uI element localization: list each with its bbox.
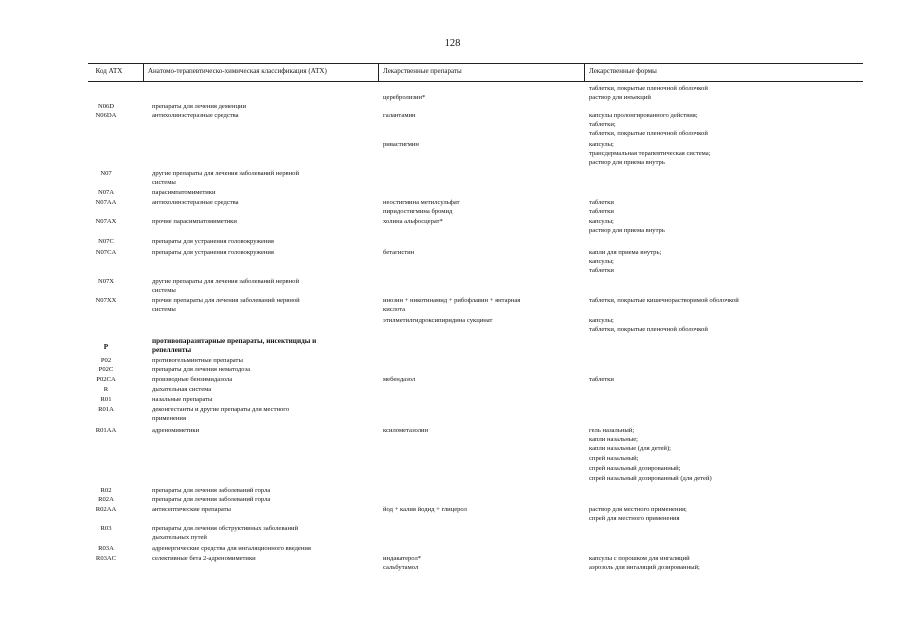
atc-class: селективные бета 2-адреномиметики — [152, 555, 256, 562]
atc-class: другие препараты для лечения заболеваний нервной — [152, 170, 299, 177]
atc-code: P02C — [98, 366, 114, 373]
atc-code: R03A — [98, 545, 114, 552]
drug-name: индакатерол* — [383, 555, 422, 562]
dosage-form: капсулы с порошком для ингаляций — [589, 555, 690, 562]
atc-code: P02CA — [96, 376, 116, 383]
atc-code: P — [103, 343, 109, 351]
header-divider — [378, 64, 379, 81]
atc-code: N06D — [97, 103, 115, 110]
atc-code: R03AC — [95, 555, 117, 562]
atc-class: антисептические препараты — [152, 506, 231, 513]
atc-code: N07 — [100, 170, 112, 177]
atc-class: адренергические средства для ингаляционного введения — [152, 545, 311, 552]
atc-code: N06DA — [95, 112, 117, 119]
dosage-form: таблетки — [589, 208, 614, 215]
atc-class: адреномиметики — [152, 427, 200, 434]
atc-code: N07A — [97, 189, 115, 196]
dosage-form: капли назальные (для детей); — [589, 445, 671, 452]
atc-code: R — [103, 386, 109, 393]
atc-class: дыхательных путей — [152, 534, 207, 541]
atc-class: системы — [152, 287, 176, 294]
page-number: 128 — [444, 38, 461, 49]
dosage-form: капсулы; — [589, 258, 614, 265]
dosage-form: трансдермальная терапевтическая система; — [589, 150, 711, 157]
atc-class: парасимпатомиметики — [152, 189, 216, 196]
atc-class: препараты для лечения заболеваний горла — [152, 487, 271, 494]
drug-name: йод + калия йодид + глицерол — [383, 506, 467, 513]
dosage-form: таблетки — [589, 376, 614, 383]
dosage-form: капсулы пролонгированного действия; — [589, 112, 698, 119]
dosage-form: таблетки, покрытые пленочной оболочкой — [589, 326, 708, 333]
drug-name: бетагистин — [383, 249, 415, 256]
atc-class: дыхательная система — [152, 386, 212, 393]
dosage-form: таблетки — [589, 267, 614, 274]
atc-class: другие препараты для лечения заболеваний нервной — [152, 278, 299, 285]
header-divider — [584, 64, 585, 81]
atc-code: N07AX — [95, 218, 117, 225]
drug-name: ксилометазолин — [383, 427, 429, 434]
atc-code: N07X — [97, 278, 115, 285]
header-classification: Анатомо-терапевтическо-химическая классификация (АТХ) — [148, 67, 327, 75]
atc-class: назальные препараты — [152, 396, 213, 403]
header-forms: Лекарственные формы — [589, 67, 657, 75]
dosage-form: таблетки, покрытые пленочной оболочкой — [589, 130, 708, 137]
drug-name: церебролизин* — [383, 94, 426, 101]
atc-code: R02 — [100, 487, 112, 494]
drug-name: ривастигмин — [383, 141, 419, 148]
header-code: Код АТХ — [95, 67, 123, 75]
drug-name: кислота — [383, 306, 406, 313]
drug-name: сальбутамол — [383, 564, 419, 571]
dosage-form: спрей назальный; — [589, 455, 639, 462]
atc-class: деконгестанты и другие препараты для местного — [152, 406, 290, 413]
dosage-form: капли назальные; — [589, 436, 638, 443]
drug-name: холина альфосцерат* — [383, 218, 443, 225]
dosage-form: раствор для местного применения; — [589, 506, 687, 513]
atc-class: репелленты — [152, 346, 192, 354]
dosage-form: раствор для инъекций — [589, 94, 651, 101]
dosage-form: капсулы; — [589, 317, 614, 324]
atc-code: N07CA — [95, 249, 117, 256]
atc-code: N07XX — [95, 297, 117, 304]
dosage-form: аэрозоль для ингаляций дозированный; — [589, 564, 700, 571]
atc-class: противопаразитарные препараты, инсектициды и — [152, 337, 317, 345]
atc-code: R01A — [98, 406, 114, 413]
dosage-form: гель назальный; — [589, 427, 635, 434]
atc-code: N07C — [98, 238, 114, 245]
atc-code: P02 — [100, 357, 112, 364]
header-divider — [143, 64, 144, 81]
drug-name: инозин + никотинамид + рибофлавин + янтарная — [383, 297, 521, 304]
table-header — [88, 63, 863, 82]
atc-code: R02A — [98, 496, 114, 503]
atc-code: R01 — [100, 396, 112, 403]
drug-name: мебендазол — [383, 376, 416, 383]
dosage-form: раствор для приема внутрь — [589, 159, 665, 166]
drug-name: галантамин — [383, 112, 416, 119]
atc-class: производные бензимидазола — [152, 376, 233, 383]
drug-name: пиридостигмина бромид — [383, 208, 453, 215]
drug-name: этилметилгидроксипиридина сукцинат — [383, 317, 493, 324]
atc-class: препараты для устранения головокружения — [152, 249, 274, 256]
atc-class: системы — [152, 179, 176, 186]
atc-class: антихолинэстеразные средства — [152, 112, 239, 119]
dosage-form: раствор для приема внутрь — [589, 227, 665, 234]
atc-code: N07AA — [95, 199, 117, 206]
atc-class: препараты для устранения головокружения — [152, 238, 274, 245]
dosage-form: капсулы; — [589, 141, 614, 148]
dosage-form: таблетки, покрытые пленочной оболочкой — [589, 85, 708, 92]
atc-class: прочие парасимпатомиметики — [152, 218, 237, 225]
atc-code: R03 — [100, 525, 112, 532]
dosage-form: капсулы; — [589, 218, 614, 225]
atc-class: антихолинэстеразные средства — [152, 199, 239, 206]
atc-class: препараты для лечения деменции — [152, 103, 247, 110]
dosage-form: таблетки, покрытые кишечнорастворимой оболочкой — [589, 297, 739, 304]
dosage-form: капли для приема внутрь; — [589, 249, 662, 256]
atc-class: препараты для лечения нематодоза — [152, 366, 251, 373]
dosage-form: таблетки; — [589, 121, 616, 128]
atc-code: R02AA — [95, 506, 117, 513]
drug-name: неостигмина метилсульфат — [383, 199, 460, 206]
dosage-form: спрей назальный дозированный (для детей) — [589, 475, 712, 482]
atc-class: противогельминтные препараты — [152, 357, 243, 364]
atc-class: применения — [152, 415, 186, 422]
atc-class: препараты для лечения обструктивных заболеваний — [152, 525, 299, 532]
atc-class: системы — [152, 306, 176, 313]
dosage-form: спрей назальный дозированный; — [589, 465, 681, 472]
atc-class: прочие препараты для лечения заболеваний нервной — [152, 297, 300, 304]
atc-code: R01AA — [95, 427, 117, 434]
dosage-form: таблетки — [589, 199, 614, 206]
header-drugs: Лекарственные препараты — [383, 67, 462, 75]
atc-class: препараты для лечения заболеваний горла — [152, 496, 271, 503]
dosage-form: спрей для местного применения — [589, 515, 680, 522]
